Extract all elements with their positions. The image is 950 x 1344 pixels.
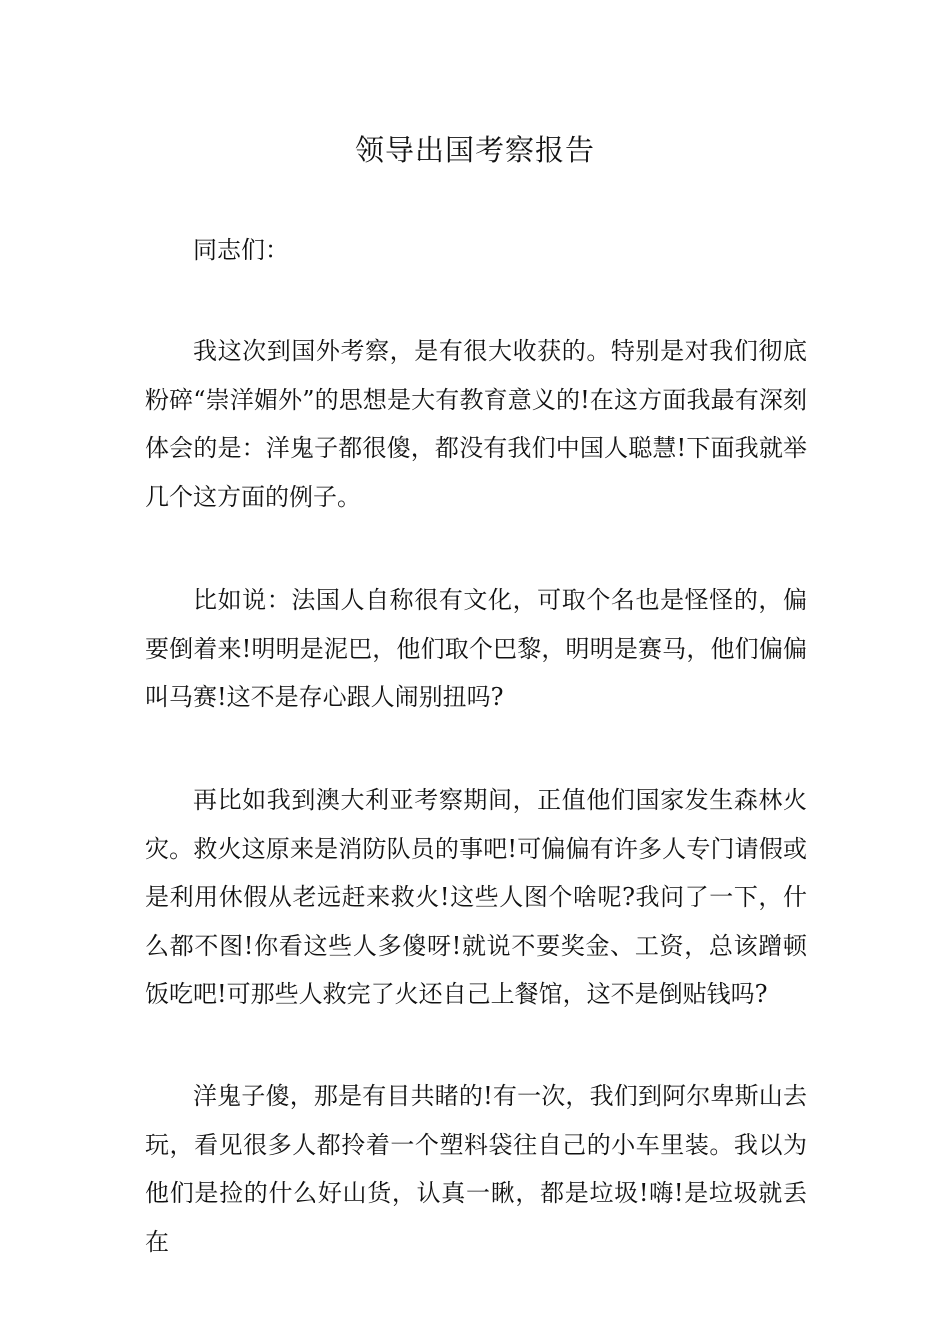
- paragraph-1: 我这次到国外考察，是有很大收获的。特别是对我们彻底粉碎“崇洋媚外”的思想是大有教育意义的!在这方面我最有深刻体会的是：洋鬼子都很傻，都没有我们中国人聪慧!下面我就举几个这方面的例子。: [145, 337, 807, 511]
- paragraph-4: 洋鬼子傻，那是有目共睹的!有一次，我们到阿尔卑斯山去玩，看见很多人都拎着一个塑料袋往自己的小车里装。我以为他们是捡的什么好山货，认真一瞅，都是垃圾!嗨!是垃圾就丢在: [145, 1082, 807, 1256]
- document-title: 领导出国考察报告: [354, 133, 595, 167]
- paragraph-3: 再比如我到澳大利亚考察期间，正值他们国家发生森林火灾。救火这原来是消防队员的事吧!可偏偏有许多人专门请假或是利用休假从老远赶来救火!这些人图个啥呢?我问了一下，什么都不图!你看这些人多傻呀!就说不要奖金、工资，总该蹭顿饭吃吧!可那些人救完了火还自己上餐馆，这不是倒贴钱吗?: [145, 786, 807, 1008]
- paragraph-2: 比如说：法国人自称很有文化，可取个名也是怪怪的，偏要倒着来!明明是泥巴，他们取个巴黎，明明是赛马，他们偏偏叫马赛!这不是存心跟人闹别扭吗?: [145, 586, 807, 711]
- greeting-line: 同志们：: [193, 236, 289, 264]
